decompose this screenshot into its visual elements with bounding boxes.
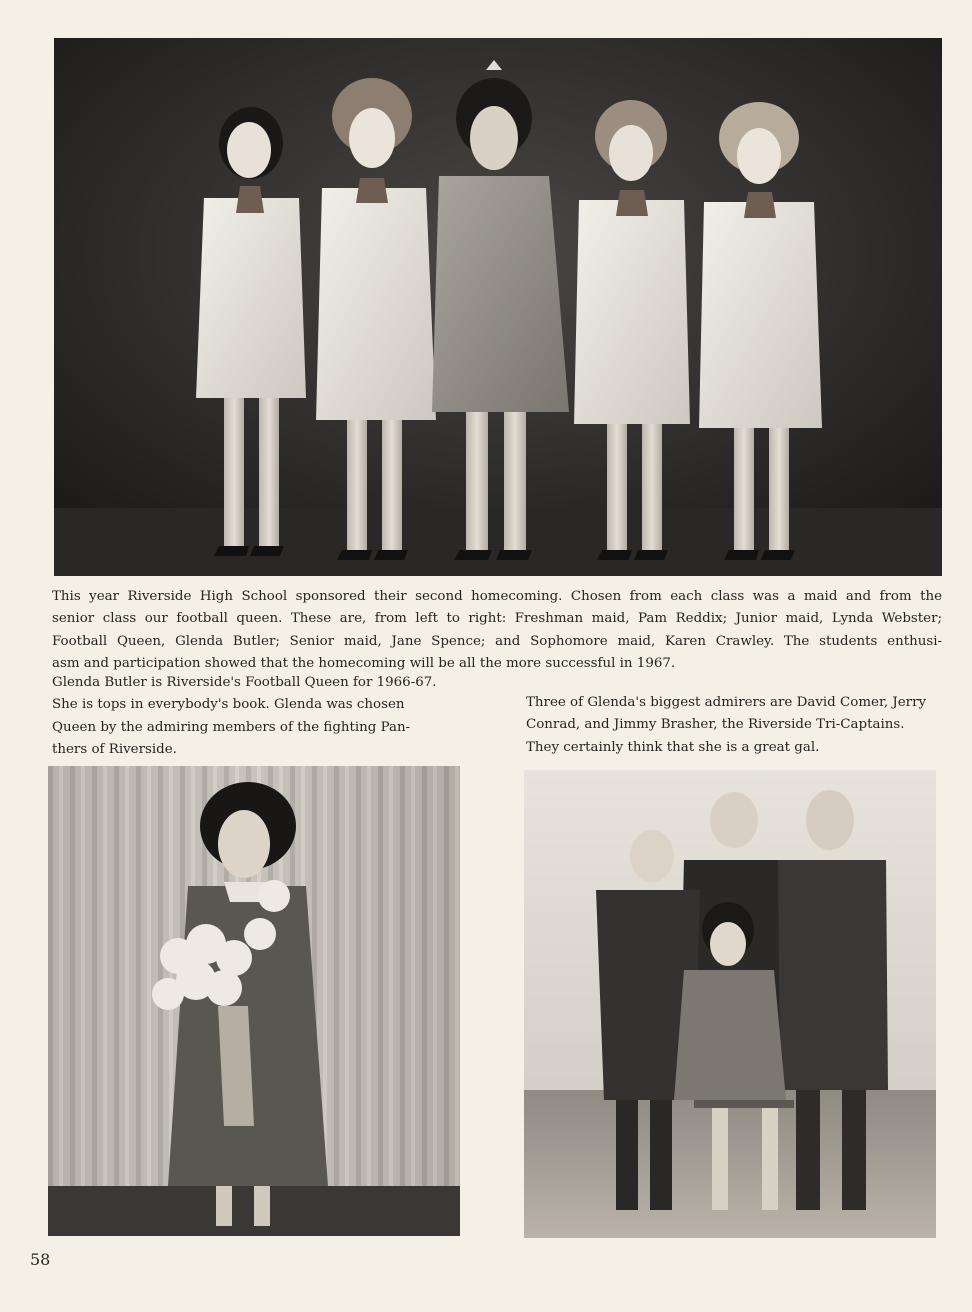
captains-caption-line: Three of Glenda's biggest admirers are David Comer, Jerry xyxy=(526,695,927,710)
captains-caption-line: They certainly think that she is a great gal. xyxy=(526,739,820,755)
homecoming-caption xyxy=(52,586,942,676)
homecoming-caption-line: senior class our football queen. These are, from left to right: Freshman maid, Pam Reddix; Junior maid, Lynda Webster; xyxy=(52,611,942,627)
queen-caption-line: Queen by the admiring members of the fighting Pan- xyxy=(52,719,411,735)
queen-caption-line: Glenda Butler is Riverside's Football Queen for 1966-67. xyxy=(52,675,437,690)
homecoming-court-image xyxy=(54,38,942,576)
homecoming-court-photo xyxy=(54,38,942,576)
homecoming-caption-line: This year Riverside High School sponsored their second homecoming. Chosen from each class was a maid and from the xyxy=(52,589,942,604)
tri-captains-image xyxy=(524,770,936,1238)
queen-caption-line: She is tops in everybody's book. Glenda was chosen xyxy=(52,697,405,713)
captains-caption-line: Conrad, and Jimmy Brasher, the Riverside Tri-Captains. xyxy=(526,717,905,733)
queen-caption xyxy=(52,672,482,762)
captains-caption xyxy=(526,692,946,759)
homecoming-caption-line: Football Queen, Glenda Butler; Senior maid, Jane Spence; and Sophomore maid, Karen Crawley. The students enthusi- xyxy=(52,633,942,649)
queen-bouquet-image xyxy=(48,766,460,1236)
page-number: 58 xyxy=(30,1250,51,1269)
tri-captains-photo xyxy=(524,770,936,1238)
homecoming-caption-line: asm and participation showed that the homecoming will be all the more successful in 1967. xyxy=(52,656,676,672)
queen-bouquet-photo xyxy=(48,766,460,1236)
queen-caption-line: thers of Riverside. xyxy=(52,742,177,758)
